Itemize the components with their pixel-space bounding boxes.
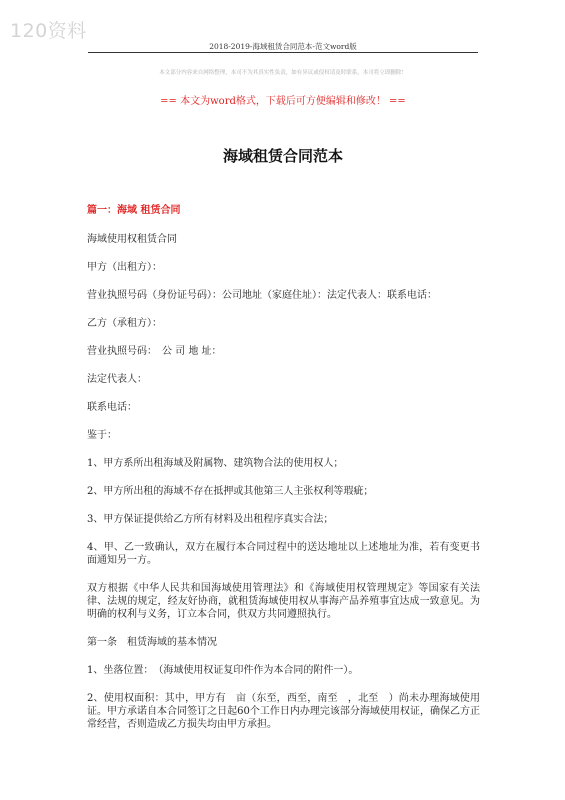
document-body (87, 204, 480, 746)
paragraph-clause-3: 3、甲方保证提供给乙方所有材料及出租程序真实合法； (87, 514, 334, 525)
paragraph-legal-basis: 双方根据《中华人民共和国海域使用管理法》和《海域使用权管理规定》等国家有关法律、法规的规定，经友好协商，就租赁海域使用权从事海产品养殖事宜达成一致意见。为明确的权利与义务，订立本合同，供双方共同遵照执行。 (87, 583, 480, 620)
paragraph-contract-name: 海域使用权租赁合同 (87, 234, 177, 245)
paragraph-whereas: 鉴于： (87, 430, 117, 441)
paragraph-party-a: 甲方（出租方）： (87, 262, 162, 273)
paragraph-legal-rep: 法定代表人： (87, 374, 147, 385)
header-divider (88, 52, 478, 53)
paragraph-clause-1: 1、甲方系所出租海域及附属物、建筑物合法的使用权人； (87, 458, 344, 469)
paragraph-party-a-details: 营业执照号码（身份证号码）：公司地址（家庭住址）：法定代表人：联系电话： (87, 290, 437, 301)
section-heading: 篇一：海域 租赁合同 (87, 205, 181, 216)
disclaimer-text: 本文部分内容来自网络整理，本司不为其真实性负责，如有异议或侵权请及时联系，本司将立即删除！ (159, 70, 407, 76)
paragraph-area: 2、使用权面积：其中，甲方有 亩（东至，西至，南至 ，北至 ）尚未办理海域使用证。甲方承诺自本合同签订之日起60个工作日内办理完该部分海域使用权证，确保乙方正常经营，否则造成乙方损失均由甲方承担。 (87, 693, 480, 730)
page-header-title: 2018-2019-海域租赁合同范本-范文word版 (209, 42, 357, 51)
paragraph-clause-4: 4、甲、乙一致确认，双方在履行本合同过程中的送达地址以上述地址为准，若有变更书面通知另一方。 (87, 542, 480, 566)
format-notice: == 本文为word格式，下载后可方便编辑和修改！ == (160, 96, 406, 107)
paragraph-party-b-license: 营业执照号码： 公 司 地 址： (87, 346, 222, 357)
paragraph-article-1: 第一条 租赁海域的基本情况 (87, 637, 217, 648)
document-title: 海域租赁合同范本 (222, 147, 343, 165)
paragraph-party-b: 乙方（承租方）： (87, 318, 162, 329)
paragraph-location: 1、坐落位置： （海域使用权证复印件作为本合同的附件一）。 (87, 665, 359, 676)
watermark-logo: 120资料 (10, 20, 87, 42)
paragraph-clause-2: 2、甲方所出租的海域不存在抵押或其他第三人主张权利等瑕疵； (87, 486, 374, 497)
paragraph-phone: 联系电话： (87, 402, 137, 413)
